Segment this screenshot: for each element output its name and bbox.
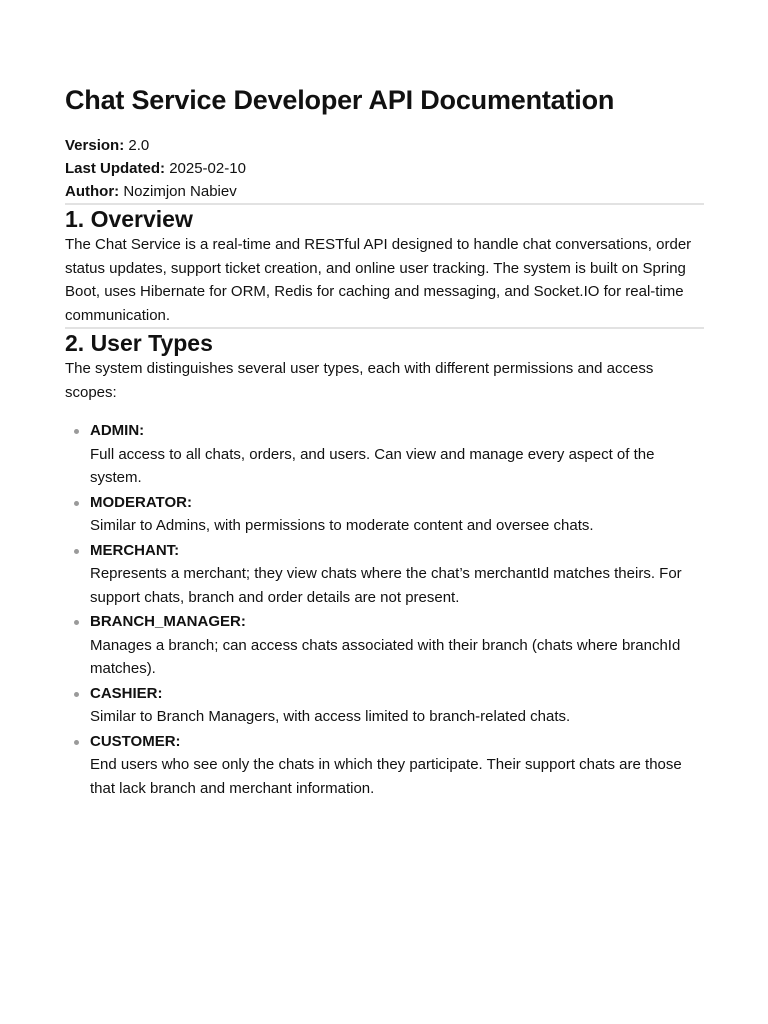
bullet-icon [74,740,79,745]
user-type-description: End users who see only the chats in which they participate. Their support chats are those that lack branch and merchant information. [90,756,682,797]
overview-heading: 1. Overview [65,206,193,232]
last-updated-value: 2025-02-10 [169,160,246,177]
list-item [90,539,704,610]
user-type-name: MODERATOR: [90,493,192,511]
bullet-icon [74,501,79,506]
user-type-description: Similar to Admins, with permissions to moderate content and oversee chats. [90,517,594,534]
list-item [90,491,704,538]
document-title: Chat Service Developer API Documentation [65,85,615,115]
user-types-list [65,419,704,800]
author-row [65,180,704,203]
user-type-description: Similar to Branch Managers, with access limited to branch-related chats. [90,708,571,725]
user-type-description: Manages a branch; can access chats associated with their branch (chats where branchId matches). [90,636,681,677]
version-label: Version: [65,137,125,154]
version-row [65,134,704,157]
user-type-description: Represents a merchant; they view chats where the chat’s merchantId matches theirs. For support chats, branch and order details are not present. [90,565,682,606]
user-type-name: CASHIER: [90,684,163,702]
user-type-name: BRANCH_MANAGER: [90,613,246,630]
list-item [90,419,704,490]
overview-paragraph: The Chat Service is a real-time and RESTful API designed to handle chat conversations, order status updates, support ticket creation, and online user tracking. The system is built on Spring Boot, uses Hibernate for ORM, Redis for caching and messaging, and Socket.IO for real-time communication. [65,236,692,324]
user-type-name: MERCHANT: [90,541,180,559]
list-item [90,730,704,801]
bullet-icon [74,429,79,434]
user-types-intro: The system distinguishes several user types, each with different permissions and access scopes: [65,360,654,401]
last-updated-row [65,157,704,180]
user-type-name: ADMIN: [90,422,145,439]
last-updated-label: Last Updated: [65,160,166,177]
version-value: 2.0 [128,137,150,154]
author-value: Nozimjon Nabiev [123,183,237,200]
author-label: Author: [65,183,120,200]
user-type-name: CUSTOMER: [90,732,181,750]
bullet-icon [74,549,79,554]
user-types-heading: 2. User Types [65,330,213,356]
user-type-description: Full access to all chats, orders, and users. Can view and manage every aspect of the system. [90,445,655,486]
list-item [90,682,704,729]
list-item [90,610,704,681]
bullet-icon [74,692,79,697]
bullet-icon [74,620,79,625]
document-meta [65,134,704,203]
